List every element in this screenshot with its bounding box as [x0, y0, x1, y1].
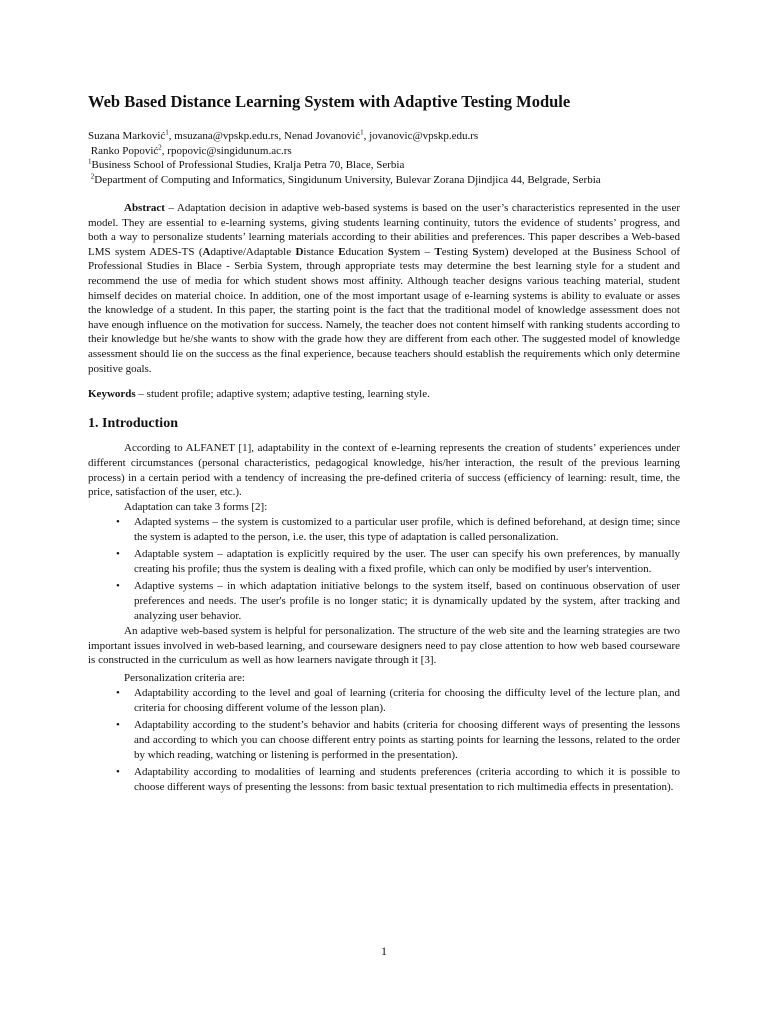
- abstract-text: daptive/Adaptable: [210, 245, 296, 258]
- affiliation-marker: 1: [165, 128, 169, 137]
- bullet-icon: •: [116, 719, 120, 732]
- list-item: [116, 515, 680, 545]
- bullet-icon: •: [116, 548, 120, 561]
- author-name: Suzana Marković: [88, 130, 166, 142]
- list-item: [116, 547, 680, 577]
- affiliation-marker: 2: [90, 171, 95, 180]
- abstract-text: – Adaptation decision in adaptive web-based systems is based on the user’s characteristics represented in the user model. They are essential to e-learning systems, giving students learning continuity, tutors the evidence of students’ progress, and both a way to personalize students’ learning materials according to their abilities and preferences. This paper describes a Web-based LMS system ADES-TS (: [88, 202, 680, 258]
- list-item-text: Adaptability according to the student’s behavior and habits (criteria for choosing different ways of presenting the lessons and according to which you can choose different entry points as starting points for learning the lessons, related to the order by which reading, watching or listening is performed in the presentation).: [134, 719, 680, 761]
- affiliation-1: [88, 158, 680, 173]
- paper-title: Web Based Distance Learning System with Adaptive Testing Module: [88, 92, 571, 111]
- list-item-text: Adaptive systems – in which adaptation initiative belongs to the system itself, based on continuous observation of user preferences and needs. The user's profile is no longer static; it is dynamically updated by the system, after tracking and analyzing user behavior.: [134, 579, 680, 622]
- author-email: , msuzana@vpskp.edu.rs,: [168, 130, 285, 142]
- list-item: [116, 765, 680, 795]
- bullet-icon: •: [116, 516, 120, 529]
- bullet-icon: •: [116, 579, 120, 592]
- list-item: [116, 686, 680, 716]
- adaptation-forms-list: [88, 515, 680, 623]
- keywords: [88, 387, 680, 402]
- author-name: Ranko Popović: [90, 144, 159, 157]
- section-heading-introduction: 1. Introduction: [88, 415, 178, 431]
- author-name: Nenad Jovanović: [284, 130, 361, 142]
- author-email: , jovanovic@vpskp.edu.rs: [363, 130, 479, 142]
- intro-paragraph-2: Adaptation can take 3 forms [2]:: [124, 501, 268, 514]
- list-item-text: Adapted systems – the system is customized to a particular user profile, which is defined beforehand, at design time; since the system is adapted to the person, i.e. the user, this type of adaptation is called personalization.: [134, 516, 680, 544]
- list-item: [116, 579, 680, 624]
- page-number: 1: [381, 944, 387, 958]
- affiliation-marker: 2: [158, 142, 162, 151]
- personalization-criteria-list: [88, 686, 680, 794]
- author-line-1: [88, 129, 680, 144]
- affiliation-marker: 1: [88, 157, 92, 166]
- abstract-text: ystem) developed at the Business School of Professional Studies in Blace - Serbia System, through appropriate tests may determine the best learning style for a student and recommend the use of media for which student shows most affinity. Although teacher designs various teaching material, student himself decides on material choice. In addition, one of the most important usage of e-learning systems is ability to evaluate or asses the knowledge of a student. In this paper, the starting point is the fact that the traditional model of knowledge assessment does not have enough influence on the motivation for success. Namely, the teacher does not content himself with ranking students according to their knowledge but he/she wants to show with the grade how they are different from each other. The suggested model of knowledge assessment should lie on the success as the final experience, because teachers should establish the requirements which only determine positive goals.: [88, 245, 680, 375]
- paper-page: [88, 92, 680, 797]
- keywords-label: Keywords: [88, 388, 136, 401]
- keywords-text: – student profile; adaptive system; adaptive testing, learning style.: [135, 388, 430, 401]
- author-line-2: [88, 144, 680, 159]
- intro-paragraph-3: An adaptive web-based system is helpful for personalization. The structure of the web site and the learning strategies are two important issues involved in web-based learning, and courseware designers need to pay close attention to how web based courseware is constructed in the curriculum as well as how learners navigate through it [3].: [88, 624, 680, 667]
- bullet-icon: •: [116, 765, 120, 778]
- intro-paragraph-4: Personalization criteria are:: [124, 672, 245, 685]
- list-item-text: Adaptability according to the level and goal of learning (criteria for choosing the difficulty level of the lecture plan, and criteria for choosing different volume of the lesson plan).: [134, 687, 680, 715]
- author-block: [88, 129, 680, 187]
- acronym-letter: S: [472, 245, 479, 258]
- affiliation-2: [88, 173, 680, 188]
- affiliation-text: Department of Computing and Informatics, Singidunum University, Bulevar Zorana Djindjica 44, Belgrade, Serbia: [94, 173, 601, 186]
- acronym-letter: D: [295, 245, 304, 258]
- list-item-text: Adaptability according to modalities of learning and students preferences (criteria according to which it is possible to choose different ways of presenting the lessons: from basic textual presentation to rich multimedia effects in presentation).: [134, 765, 680, 793]
- acronym-letter: T: [434, 245, 442, 258]
- abstract-label: Abstract: [124, 202, 165, 214]
- intro-paragraph-1: According to ALFANET [1], adaptability in the context of e-learning represents the creation of students’ experiences under different circumstances (personal characteristics, pedagogical knowledge, his/her interaction, the result of the previous learning process) in a certain period with a tendency of increasing the pre-defined criteria of success (efficiency of learning: result, time, the price, satisfaction of the user, etc.).: [88, 441, 680, 499]
- affiliation-text: Business School of Professional Studies, Kralja Petra 70, Blace, Serbia: [91, 159, 405, 171]
- affiliation-marker: 1: [360, 128, 364, 137]
- list-item-text: Adaptable system – adaptation is explicitly required by the user. The user can specify his own preferences, by manually creating his profile; thus the system is dealing with a fixed profile, which can only be modified by user's intervention.: [134, 548, 680, 575]
- abstract-text: ducation: [345, 245, 388, 258]
- abstract-text: esting: [441, 245, 473, 258]
- list-item: [116, 718, 680, 763]
- acronym-letter: A: [202, 245, 211, 258]
- abstract-text: istance: [303, 245, 339, 258]
- author-email: , rpopovic@singidunum.ac.rs: [161, 144, 292, 157]
- bullet-icon: •: [116, 687, 120, 700]
- abstract: [88, 201, 680, 376]
- acronym-letter: E: [338, 245, 346, 258]
- acronym-letter: S: [387, 245, 394, 258]
- abstract-text: ystem –: [393, 245, 435, 258]
